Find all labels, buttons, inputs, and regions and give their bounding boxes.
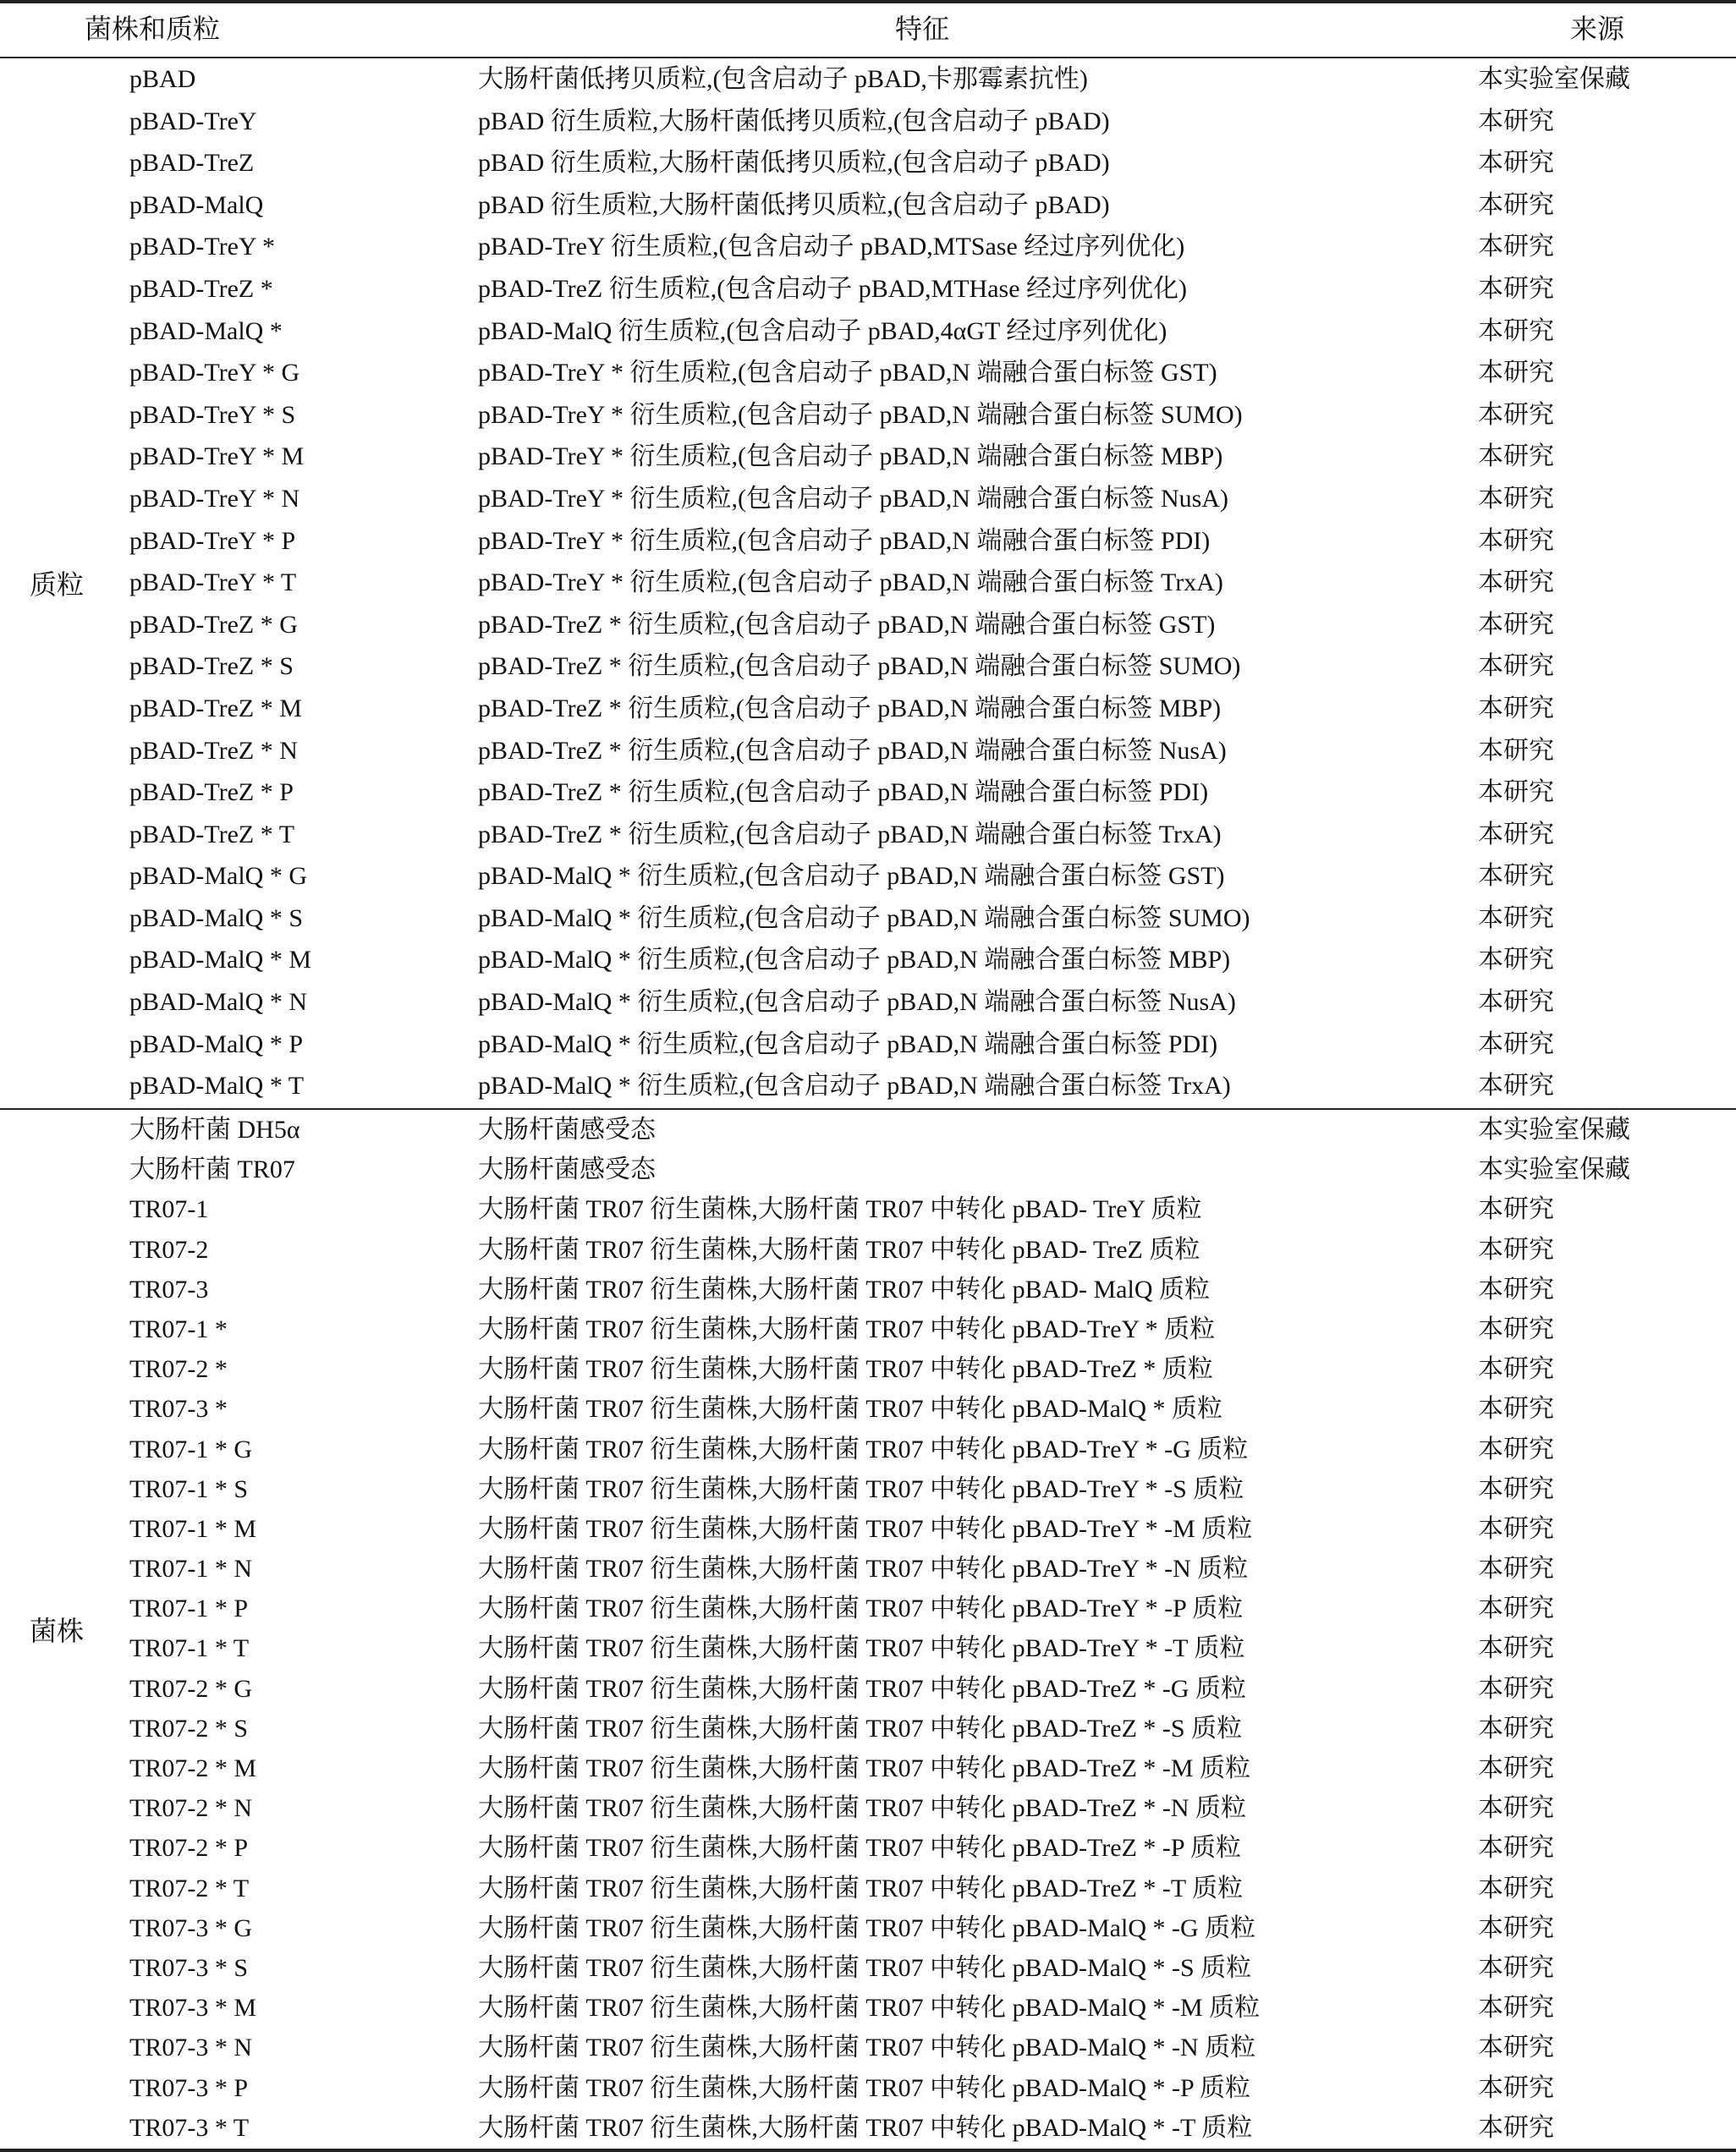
- table-row: [0, 436, 1736, 478]
- source-cell: 本研究: [1478, 1235, 1554, 1264]
- table-row: [0, 771, 1736, 814]
- source-cell: 本研究: [1478, 1953, 1554, 1982]
- source-cell: 本研究: [1478, 1874, 1554, 1902]
- table-row: [0, 1869, 1736, 1908]
- table-row: [0, 2028, 1736, 2067]
- feature-cell: 大肠杆菌低拷贝质粒,(包含启动子 pBAD,卡那霉素抗性): [478, 65, 1088, 93]
- name-cell: pBAD-TreY * P: [129, 526, 296, 555]
- table-row: [0, 2108, 1736, 2148]
- feature-cell: 大肠杆菌 TR07 衍生菌株,大肠杆菌 TR07 中转化 pBAD-MalQ * -M 质粒: [478, 1994, 1261, 2023]
- source-cell: 本研究: [1478, 1754, 1554, 1782]
- table-row: [0, 1549, 1736, 1589]
- source-cell: 本研究: [1478, 988, 1554, 1017]
- source-cell: 本研究: [1478, 820, 1554, 848]
- source-cell: 本研究: [1478, 1474, 1554, 1503]
- name-cell: pBAD-TreZ * G: [129, 610, 298, 639]
- table-row: [0, 1270, 1736, 1309]
- source-cell: 本研究: [1478, 568, 1554, 597]
- feature-cell: 大肠杆菌 TR07 衍生菌株,大肠杆菌 TR07 中转化 pBAD- TreZ 质粒: [478, 1235, 1200, 1264]
- name-cell: pBAD-MalQ: [129, 190, 264, 219]
- table-row: [0, 268, 1736, 310]
- source-cell: 本研究: [1478, 2034, 1554, 2062]
- table-row: [0, 562, 1736, 604]
- source-cell: 本研究: [1478, 2113, 1554, 2142]
- table-row: [0, 1908, 1736, 1948]
- table-row: [0, 352, 1736, 394]
- group-label-plasmid: 质粒: [30, 569, 85, 600]
- name-cell: TR07-1 * G: [129, 1435, 252, 1463]
- source-cell: 本研究: [1478, 1714, 1554, 1743]
- source-cell: 本实验室保藏: [1478, 1156, 1630, 1184]
- source-cell: 本研究: [1478, 1834, 1554, 1863]
- source-cell: 本研究: [1478, 736, 1554, 765]
- source-cell: 本研究: [1478, 1913, 1554, 1942]
- table-row: [0, 1349, 1736, 1389]
- name-cell: pBAD-MalQ * S: [129, 903, 304, 932]
- source-cell: 本研究: [1478, 1315, 1554, 1343]
- table-row: [0, 604, 1736, 646]
- feature-cell: pBAD-MalQ * 衍生质粒,(包含启动子 pBAD,N 端融合蛋白标签 MBP): [478, 946, 1231, 974]
- bottom-rule: [0, 2149, 1736, 2152]
- source-cell: 本实验室保藏: [1478, 65, 1630, 93]
- table-row: [0, 688, 1736, 730]
- feature-cell: 大肠杆菌 TR07 衍生菌株,大肠杆菌 TR07 中转化 pBAD-MalQ * -P 质粒: [478, 2073, 1251, 2102]
- table-row: [0, 1988, 1736, 2028]
- table-row: [0, 1189, 1736, 1229]
- name-cell: TR07-1 * N: [129, 1555, 252, 1584]
- name-cell: pBAD-TreZ * M: [129, 694, 302, 722]
- name-cell: pBAD-TreY * T: [129, 568, 297, 597]
- source-cell: 本研究: [1478, 778, 1554, 807]
- source-cell: 本研究: [1478, 107, 1554, 135]
- table-row: [0, 1509, 1736, 1549]
- feature-cell: 大肠杆菌 TR07 衍生菌株,大肠杆菌 TR07 中转化 pBAD-TreZ * -M 质粒: [478, 1754, 1251, 1782]
- feature-cell: 大肠杆菌 TR07 衍生菌株,大肠杆菌 TR07 中转化 pBAD-TreZ * -N 质粒: [478, 1794, 1247, 1823]
- table-row: [0, 1389, 1736, 1429]
- name-cell: 大肠杆菌 TR07: [129, 1156, 295, 1184]
- feature-cell: pBAD-MalQ * 衍生质粒,(包含启动子 pBAD,N 端融合蛋白标签 NusA): [478, 988, 1236, 1017]
- feature-cell: 大肠杆菌 TR07 衍生菌株,大肠杆菌 TR07 中转化 pBAD-MalQ * 质粒: [478, 1395, 1222, 1424]
- name-cell: pBAD-TreY: [129, 107, 257, 135]
- source-cell: 本研究: [1478, 1674, 1554, 1703]
- name-cell: pBAD-TreY * M: [129, 442, 305, 471]
- plasmid-rows: [0, 58, 1736, 1107]
- feature-cell: 大肠杆菌 TR07 衍生菌株,大肠杆菌 TR07 中转化 pBAD-TreY * -S 质粒: [478, 1474, 1244, 1503]
- name-cell: pBAD-TreZ * P: [129, 778, 294, 807]
- feature-cell: 大肠杆菌感受态: [478, 1156, 656, 1184]
- name-cell: TR07-1 * M: [129, 1514, 256, 1543]
- table-row: [0, 1150, 1736, 1189]
- name-cell: pBAD-MalQ * T: [129, 1072, 305, 1101]
- source-cell: 本研究: [1478, 862, 1554, 891]
- feature-cell: 大肠杆菌 TR07 衍生菌株,大肠杆菌 TR07 中转化 pBAD-TreZ * -S 质粒: [478, 1714, 1243, 1743]
- table-row: [0, 520, 1736, 563]
- feature-cell: 大肠杆菌 TR07 衍生菌株,大肠杆菌 TR07 中转化 pBAD-TreY * -P 质粒: [478, 1595, 1244, 1623]
- header-source: 来源: [1570, 14, 1625, 44]
- feature-cell: pBAD-MalQ * 衍生质粒,(包含启动子 pBAD,N 端融合蛋白标签 SUMO): [478, 903, 1250, 932]
- strain-section: [0, 1110, 1736, 2149]
- source-cell: 本研究: [1478, 1514, 1554, 1543]
- name-cell: TR07-2 * N: [129, 1794, 252, 1823]
- source-cell: 本研究: [1478, 1072, 1554, 1101]
- source-cell: 本实验室保藏: [1478, 1116, 1630, 1144]
- name-cell: pBAD-MalQ * P: [129, 1029, 304, 1058]
- name-cell: pBAD-MalQ * N: [129, 988, 307, 1017]
- table-row: [0, 1748, 1736, 1788]
- feature-cell: pBAD-MalQ * 衍生质粒,(包含启动子 pBAD,N 端融合蛋白标签 GST): [478, 862, 1225, 891]
- feature-cell: 大肠杆菌 TR07 衍生菌株,大肠杆菌 TR07 中转化 pBAD-TreY * -M 质粒: [478, 1514, 1253, 1543]
- table-row: [0, 1628, 1736, 1668]
- source-cell: 本研究: [1478, 1994, 1554, 2023]
- name-cell: pBAD-TreZ * T: [129, 820, 295, 848]
- table-row: [0, 730, 1736, 772]
- source-cell: 本研究: [1478, 1555, 1554, 1584]
- name-cell: TR07-3 *: [129, 1395, 228, 1424]
- name-cell: pBAD-TreZ: [129, 149, 255, 178]
- name-cell: TR07-2: [129, 1235, 209, 1264]
- source-cell: 本研究: [1478, 233, 1554, 261]
- feature-cell: pBAD-TreY * 衍生质粒,(包含启动子 pBAD,N 端融合蛋白标签 NusA): [478, 484, 1228, 513]
- feature-cell: pBAD-TreZ * 衍生质粒,(包含启动子 pBAD,N 端融合蛋白标签 NusA): [478, 736, 1227, 765]
- feature-cell: pBAD-TreY * 衍生质粒,(包含启动子 pBAD,N 端融合蛋白标签 GST): [478, 359, 1217, 387]
- feature-cell: 大肠杆菌 TR07 衍生菌株,大肠杆菌 TR07 中转化 pBAD-TreY * -N 质粒: [478, 1555, 1249, 1584]
- plasmid-section: [0, 58, 1736, 1108]
- feature-cell: pBAD-TreZ * 衍生质粒,(包含启动子 pBAD,N 端融合蛋白标签 MBP): [478, 694, 1222, 722]
- feature-cell: 大肠杆菌 TR07 衍生菌株,大肠杆菌 TR07 中转化 pBAD-TreZ * -G 质粒: [478, 1674, 1247, 1703]
- source-cell: 本研究: [1478, 903, 1554, 932]
- top-rule: [0, 0, 1736, 3]
- name-cell: TR07-1 *: [129, 1315, 228, 1343]
- source-cell: 本研究: [1478, 442, 1554, 471]
- table-row: [0, 226, 1736, 268]
- table-row: [0, 478, 1736, 520]
- source-cell: 本研究: [1478, 1195, 1554, 1224]
- name-cell: TR07-3 * N: [129, 2034, 252, 2062]
- feature-cell: pBAD-TreZ * 衍生质粒,(包含启动子 pBAD,N 端融合蛋白标签 SUMO): [478, 652, 1241, 681]
- feature-cell: 大肠杆菌 TR07 衍生菌株,大肠杆菌 TR07 中转化 pBAD-MalQ * -N 质粒: [478, 2034, 1256, 2062]
- name-cell: TR07-1 * T: [129, 1634, 250, 1663]
- table-row: [0, 1589, 1736, 1628]
- table-row: [0, 981, 1736, 1024]
- source-cell: 本研究: [1478, 400, 1554, 429]
- feature-cell: 大肠杆菌 TR07 衍生菌株,大肠杆菌 TR07 中转化 pBAD-TreZ * -P 质粒: [478, 1834, 1241, 1863]
- table-row: [0, 1309, 1736, 1349]
- source-cell: 本研究: [1478, 1395, 1554, 1424]
- header-strain-plasmid: 菌株和质粒: [85, 14, 221, 44]
- name-cell: pBAD-TreY * G: [129, 359, 300, 387]
- source-cell: 本研究: [1478, 190, 1554, 219]
- feature-cell: pBAD 衍生质粒,大肠杆菌低拷贝质粒,(包含启动子 pBAD): [478, 149, 1110, 178]
- table-row: [0, 898, 1736, 940]
- strain-rows: [0, 1110, 1736, 2148]
- source-cell: 本研究: [1478, 526, 1554, 555]
- source-cell: 本研究: [1478, 694, 1554, 722]
- name-cell: 大肠杆菌 DH5α: [129, 1116, 300, 1144]
- table-row: [0, 1828, 1736, 1868]
- feature-cell: pBAD-MalQ * 衍生质粒,(包含启动子 pBAD,N 端融合蛋白标签 TrxA): [478, 1072, 1231, 1101]
- table-row: [0, 1948, 1736, 1988]
- table-row: [0, 2068, 1736, 2108]
- feature-cell: pBAD 衍生质粒,大肠杆菌低拷贝质粒,(包含启动子 pBAD): [478, 107, 1110, 135]
- table-row: [0, 1469, 1736, 1509]
- name-cell: pBAD: [129, 65, 196, 93]
- table-row: [0, 394, 1736, 436]
- name-cell: TR07-2 * S: [129, 1714, 249, 1743]
- name-cell: pBAD-TreZ * S: [129, 652, 294, 681]
- feature-cell: pBAD-TreZ * 衍生质粒,(包含启动子 pBAD,N 端融合蛋白标签 TrxA): [478, 820, 1222, 848]
- name-cell: pBAD-MalQ * M: [129, 946, 311, 974]
- name-cell: pBAD-TreY * S: [129, 400, 296, 429]
- source-cell: 本研究: [1478, 1355, 1554, 1384]
- table-row: [0, 1788, 1736, 1828]
- feature-cell: pBAD 衍生质粒,大肠杆菌低拷贝质粒,(包含启动子 pBAD): [478, 190, 1110, 219]
- table-row: [0, 1669, 1736, 1709]
- source-cell: 本研究: [1478, 652, 1554, 681]
- feature-cell: pBAD-TreY * 衍生质粒,(包含启动子 pBAD,N 端融合蛋白标签 SUMO): [478, 400, 1243, 429]
- table-row: [0, 101, 1736, 143]
- feature-cell: 大肠杆菌 TR07 衍生菌株,大肠杆菌 TR07 中转化 pBAD- MalQ 质粒: [478, 1275, 1210, 1304]
- source-cell: 本研究: [1478, 1634, 1554, 1663]
- table-row: [0, 1110, 1736, 1150]
- feature-cell: 大肠杆菌 TR07 衍生菌株,大肠杆菌 TR07 中转化 pBAD-TreY * -G 质粒: [478, 1435, 1249, 1463]
- table-row: [0, 310, 1736, 353]
- source-cell: 本研究: [1478, 1275, 1554, 1304]
- feature-cell: pBAD-TreY * 衍生质粒,(包含启动子 pBAD,N 端融合蛋白标签 TrxA): [478, 568, 1223, 597]
- feature-cell: 大肠杆菌 TR07 衍生菌株,大肠杆菌 TR07 中转化 pBAD-TreY * -T 质粒: [478, 1634, 1245, 1663]
- table-row: [0, 939, 1736, 981]
- table-row: [0, 855, 1736, 898]
- name-cell: TR07-1: [129, 1195, 209, 1224]
- feature-cell: pBAD-TreZ * 衍生质粒,(包含启动子 pBAD,N 端融合蛋白标签 PDI): [478, 778, 1209, 807]
- name-cell: pBAD-MalQ * G: [129, 862, 307, 891]
- source-cell: 本研究: [1478, 2073, 1554, 2102]
- name-cell: TR07-3 * M: [129, 1994, 256, 2023]
- header-feature: 特征: [895, 14, 950, 44]
- feature-cell: pBAD-TreY * 衍生质粒,(包含启动子 pBAD,N 端融合蛋白标签 PDI): [478, 526, 1211, 555]
- source-cell: 本研究: [1478, 1794, 1554, 1823]
- feature-cell: 大肠杆菌 TR07 衍生菌株,大肠杆菌 TR07 中转化 pBAD-MalQ * -S 质粒: [478, 1953, 1252, 1982]
- name-cell: TR07-1 * P: [129, 1595, 249, 1623]
- table-row: [0, 814, 1736, 856]
- name-cell: TR07-3 * T: [129, 2113, 250, 2142]
- name-cell: TR07-2 * G: [129, 1674, 252, 1703]
- group-label-strain: 菌株: [30, 1616, 85, 1646]
- feature-cell: pBAD-TreZ 衍生质粒,(包含启动子 pBAD,MTHase 经过序列优化): [478, 274, 1188, 303]
- table-row: [0, 58, 1736, 101]
- name-cell: TR07-3 * G: [129, 1913, 252, 1942]
- name-cell: TR07-3: [129, 1275, 209, 1304]
- source-cell: 本研究: [1478, 149, 1554, 178]
- feature-cell: pBAD-MalQ 衍生质粒,(包含启动子 pBAD,4αGT 经过序列优化): [478, 316, 1167, 345]
- name-cell: pBAD-TreZ * N: [129, 736, 298, 765]
- name-cell: pBAD-MalQ *: [129, 316, 283, 345]
- source-cell: 本研究: [1478, 484, 1554, 513]
- feature-cell: 大肠杆菌 TR07 衍生菌株,大肠杆菌 TR07 中转化 pBAD-MalQ * -T 质粒: [478, 2113, 1253, 2142]
- name-cell: pBAD-TreZ *: [129, 274, 273, 303]
- feature-cell: 大肠杆菌 TR07 衍生菌株,大肠杆菌 TR07 中转化 pBAD-TreZ * -T 质粒: [478, 1874, 1244, 1902]
- feature-cell: pBAD-MalQ * 衍生质粒,(包含启动子 pBAD,N 端融合蛋白标签 PDI): [478, 1029, 1218, 1058]
- table-row: [0, 142, 1736, 184]
- source-cell: 本研究: [1478, 274, 1554, 303]
- source-cell: 本研究: [1478, 359, 1554, 387]
- name-cell: TR07-2 * T: [129, 1874, 250, 1902]
- table-row: [0, 1709, 1736, 1748]
- name-cell: TR07-2 * M: [129, 1754, 256, 1782]
- table-row: [0, 645, 1736, 688]
- name-cell: TR07-2 *: [129, 1355, 228, 1384]
- name-cell: TR07-1 * S: [129, 1474, 249, 1503]
- feature-cell: 大肠杆菌 TR07 衍生菌株,大肠杆菌 TR07 中转化 pBAD- TreY 质粒: [478, 1195, 1202, 1224]
- source-cell: 本研究: [1478, 1595, 1554, 1623]
- feature-cell: 大肠杆菌 TR07 衍生菌株,大肠杆菌 TR07 中转化 pBAD-TreZ * 质粒: [478, 1355, 1213, 1384]
- table-row: [0, 1430, 1736, 1469]
- source-cell: 本研究: [1478, 316, 1554, 345]
- feature-cell: pBAD-TreZ * 衍生质粒,(包含启动子 pBAD,N 端融合蛋白标签 GST): [478, 610, 1216, 639]
- name-cell: TR07-3 * S: [129, 1953, 249, 1982]
- source-cell: 本研究: [1478, 1435, 1554, 1463]
- name-cell: TR07-3 * P: [129, 2073, 249, 2102]
- name-cell: pBAD-TreY * N: [129, 484, 300, 513]
- table-row: [0, 1024, 1736, 1066]
- feature-cell: pBAD-TreY 衍生质粒,(包含启动子 pBAD,MTSase 经过序列优化): [478, 233, 1185, 261]
- name-cell: pBAD-TreY *: [129, 233, 275, 261]
- feature-cell: 大肠杆菌 TR07 衍生菌株,大肠杆菌 TR07 中转化 pBAD-TreY * 质粒: [478, 1315, 1216, 1343]
- source-cell: 本研究: [1478, 1029, 1554, 1058]
- source-cell: 本研究: [1478, 610, 1554, 639]
- feature-cell: 大肠杆菌感受态: [478, 1116, 656, 1144]
- source-cell: 本研究: [1478, 946, 1554, 974]
- name-cell: TR07-2 * P: [129, 1834, 249, 1863]
- table-row: [0, 1230, 1736, 1270]
- table-row: [0, 1065, 1736, 1107]
- feature-cell: 大肠杆菌 TR07 衍生菌株,大肠杆菌 TR07 中转化 pBAD-MalQ * -G 质粒: [478, 1913, 1256, 1942]
- feature-cell: pBAD-TreY * 衍生质粒,(包含启动子 pBAD,N 端融合蛋白标签 MBP): [478, 442, 1223, 471]
- table-row: [0, 184, 1736, 227]
